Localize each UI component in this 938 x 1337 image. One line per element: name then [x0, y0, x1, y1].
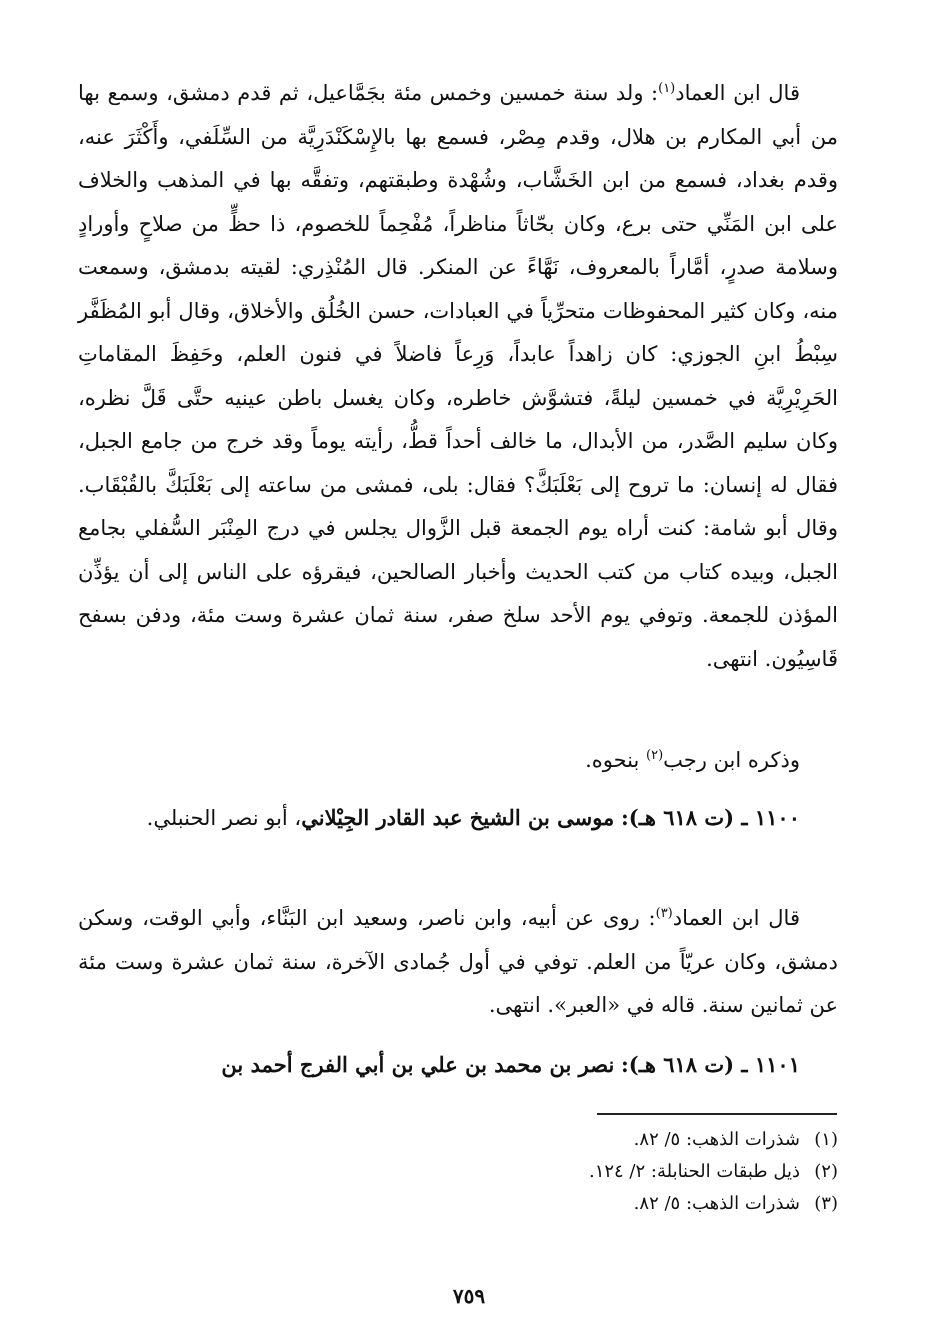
page-number: ٧٥٩: [452, 1284, 486, 1308]
footnotes: [438, 1124, 838, 1220]
paragraph-text: [78, 72, 838, 681]
paragraph-lead: وذكره ابن رجب: [663, 748, 800, 772]
footnote-number: (٣): [814, 1193, 838, 1214]
paragraph-body: : ولد سنة خمسين وخمس مئة بجَمَّاعيل، ثم قدم دمشق، وسمع بها من أبي المكارم بن هلال، وقدم مِصْر، فسمع بها بالإِسْكَنْدَرِيَّة من السِّلَفي، وأَكْثَرَ عنه، وقدم بغداد، فسمع من ابن الخَشَّاب، وشُهْدة وطبقتهم، وتفقَّه بها في المذهب والخلاف على ابن المَنِّي حتى برع، وكان بحّاثاً مناظراً، مُفْحِماً للخصوم، ذا حظٍّ من صلاحٍ وأورادٍ وسلامة صدرٍ، أمَّاراً بالمعروف، نَهَّاءً عن المنكر. قال المُنْذِري: لقيته بدمشق، وسمعت منه، وكان كثير المحفوظات متحرِّياً في العبادات، حسن الخُلُق والأخلاق، وقال أبو المُظَفَّر سِبْطُ ابنِ الجوزي: كان زاهداً عابداً، وَرِعاً فاضلاً في فنون العلم، وحَفِظَ المقاماتِ الحَرِيْرِيَّة في خمسين ليلةً، فتشوَّش خاطره، وكان يغسل باطن عينيه حتَّى قَلَّ نظره، وكان سليم الصَّدر، من الأبدال، ما خالف أحداً قطُّ، رأيته يوماً وقد خرج من جامع الجبل، فقال له إنسان: ما تروح إلى بَعْلَبَكَّ؟ فقال: بلى، فمشى من ساعته إلى بَعْلَبَكَّ بالقُبْقَاب. وقال أبو شامة: كنت أراه يوم الجمعة قبل الزَّوال يجلس في درج المِنْبَر السُّفلي بجامع الجبل، وبيده كتاب من كتب الحديث وأخبار الصالحين، فيقرؤه على الناس إلى أن يؤذِّن المؤذن للجمعة. وتوفي يوم الأحد سلخ صفر، سنة ثمان عشرة وست مئة، ودفن بسفح قَاسِيُون. انتهى.: [78, 81, 838, 671]
footnote-ref[interactable]: (٣): [655, 906, 673, 921]
paragraph-ibn-al-imad-biography: [78, 72, 838, 681]
entry-heading: [78, 796, 838, 841]
footnote-divider: [597, 1113, 837, 1115]
footnote-number: (٢): [814, 1161, 838, 1182]
footnote-item: [438, 1156, 838, 1188]
paragraph-text: [78, 739, 838, 783]
entry-1101: [78, 1043, 838, 1088]
paragraph-ibn-rajab: [78, 739, 838, 783]
paragraph-text: [78, 897, 838, 1028]
entry-heading: [78, 1043, 838, 1088]
entry-number: ١١٠٠ ـ (ت ٦١٨ هـ):: [621, 805, 800, 830]
entry-1100: [78, 796, 838, 841]
footnote-item: [438, 1124, 838, 1156]
footnote-text: شذرات الذهب: ٥/ ٨٢.: [633, 1129, 800, 1150]
paragraph-lead: قال ابن العماد: [672, 906, 800, 930]
footnote-text: شذرات الذهب: ٥/ ٨٢.: [633, 1193, 800, 1214]
footnote-text: ذيل طبقات الحنابلة: ٢/ ١٢٤.: [588, 1161, 800, 1182]
paragraph-ibn-al-imad-musa: [78, 897, 838, 1028]
entry-name: موسى بن الشيخ عبد القادر الجِيْلاني: [301, 805, 615, 830]
entry-number: ١١٠١ ـ (ت ٦١٨ هـ):: [621, 1052, 800, 1077]
entry-name: نصر بن محمد بن علي بن أبي الفرج أحمد بن: [221, 1052, 615, 1077]
footnote-ref[interactable]: (٢): [646, 748, 664, 763]
paragraph-lead: قال ابن العماد: [675, 81, 800, 105]
paragraph-body: بنحوه.: [585, 748, 647, 772]
footnote-item: [438, 1188, 838, 1220]
paragraph-body: : روى عن أبيه، وابن ناصر، وسعيد ابن البَنَّاء، وأبي الوقت، وسكن دمشق، وكان عريّاً من العلم. توفي في أول جُمادى الآخرة، سنة ثمان عشرة وست مئة عن ثمانين سنة. قاله في «العبر». انتهى.: [78, 906, 838, 1017]
footnote-ref[interactable]: (١): [658, 81, 676, 96]
footnote-number: (١): [814, 1129, 838, 1150]
entry-rest: ، أبو نصر الحنبلي.: [146, 806, 302, 830]
